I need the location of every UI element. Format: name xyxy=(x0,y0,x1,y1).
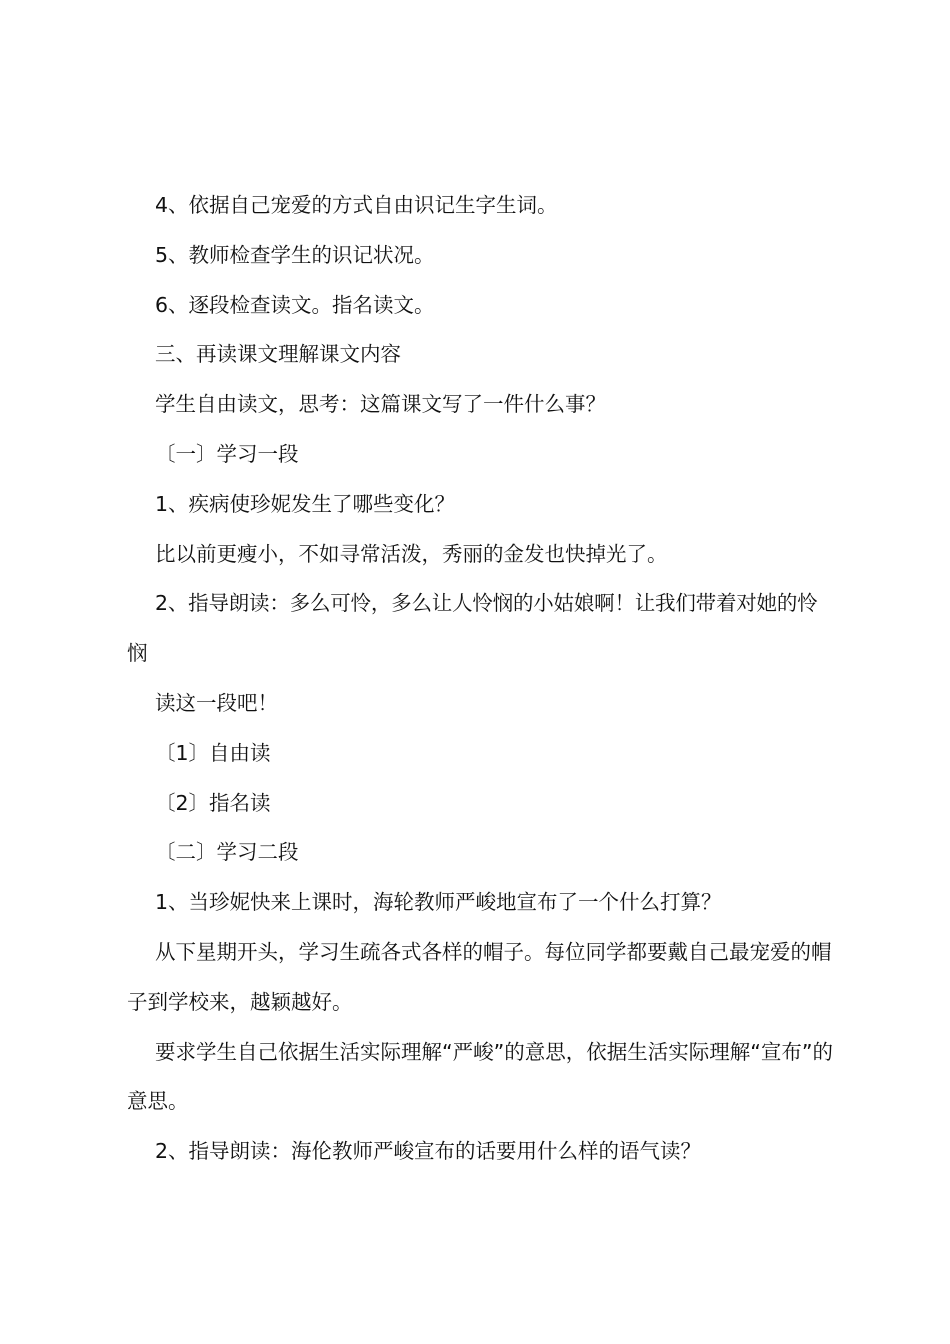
paragraph-item-1: 1、疾病使珍妮发生了哪些变化？ xyxy=(155,491,456,516)
paragraph-answer-2: 从下星期开头，学习生疏各式各样的帽子。每位同学都要戴自己最宠爱的帽子到学校来，越颖越好。 xyxy=(127,939,832,1014)
paragraph-item-2-2: 2、指导朗读：海伦教师严峻宣布的话要用什么样的语气读？ xyxy=(155,1139,702,1164)
paragraph-read-section: 读这一段吧！ xyxy=(155,690,278,715)
document-body xyxy=(127,181,833,1177)
paragraph-item-2-1: 1、当珍妮快来上课时，海轮教师严峻地宣布了一个什么打算？ xyxy=(155,890,722,915)
list-item-free-reading: 〔1〕自由读 xyxy=(155,740,271,765)
list-item-named-reading: 〔2〕指名读 xyxy=(155,790,271,815)
section-heading-3: 三、再读课文理解课文内容 xyxy=(155,342,401,367)
paragraph-vocabulary: 要求学生自己依据生活实际理解“严峻”的意思，依据生活实际理解“宣布”的意思。 xyxy=(127,1039,833,1114)
paragraph-reading-guide: 2、指导朗读：多么可怜，多么让人怜悯的小姑娘啊！让我们带着对她的怜悯 xyxy=(127,591,818,666)
subsection-heading-2: 〔二〕学习二段 xyxy=(155,840,299,865)
paragraph-question: 学生自由读文，思考：这篇课文写了一件什么事？ xyxy=(155,392,606,417)
paragraph-step-5: 5、教师检查学生的识记状况。 xyxy=(155,242,435,267)
subsection-heading-1: 〔一〕学习一段 xyxy=(155,441,299,466)
paragraph-answer-1: 比以前更瘦小，不如寻常活泼，秀丽的金发也快掉光了。 xyxy=(155,541,668,566)
paragraph-step-4: 4、依据自己宠爱的方式自由识记生字生词。 xyxy=(155,193,558,217)
paragraph-step-6: 6、逐段检查读文。指名读文。 xyxy=(155,292,435,317)
